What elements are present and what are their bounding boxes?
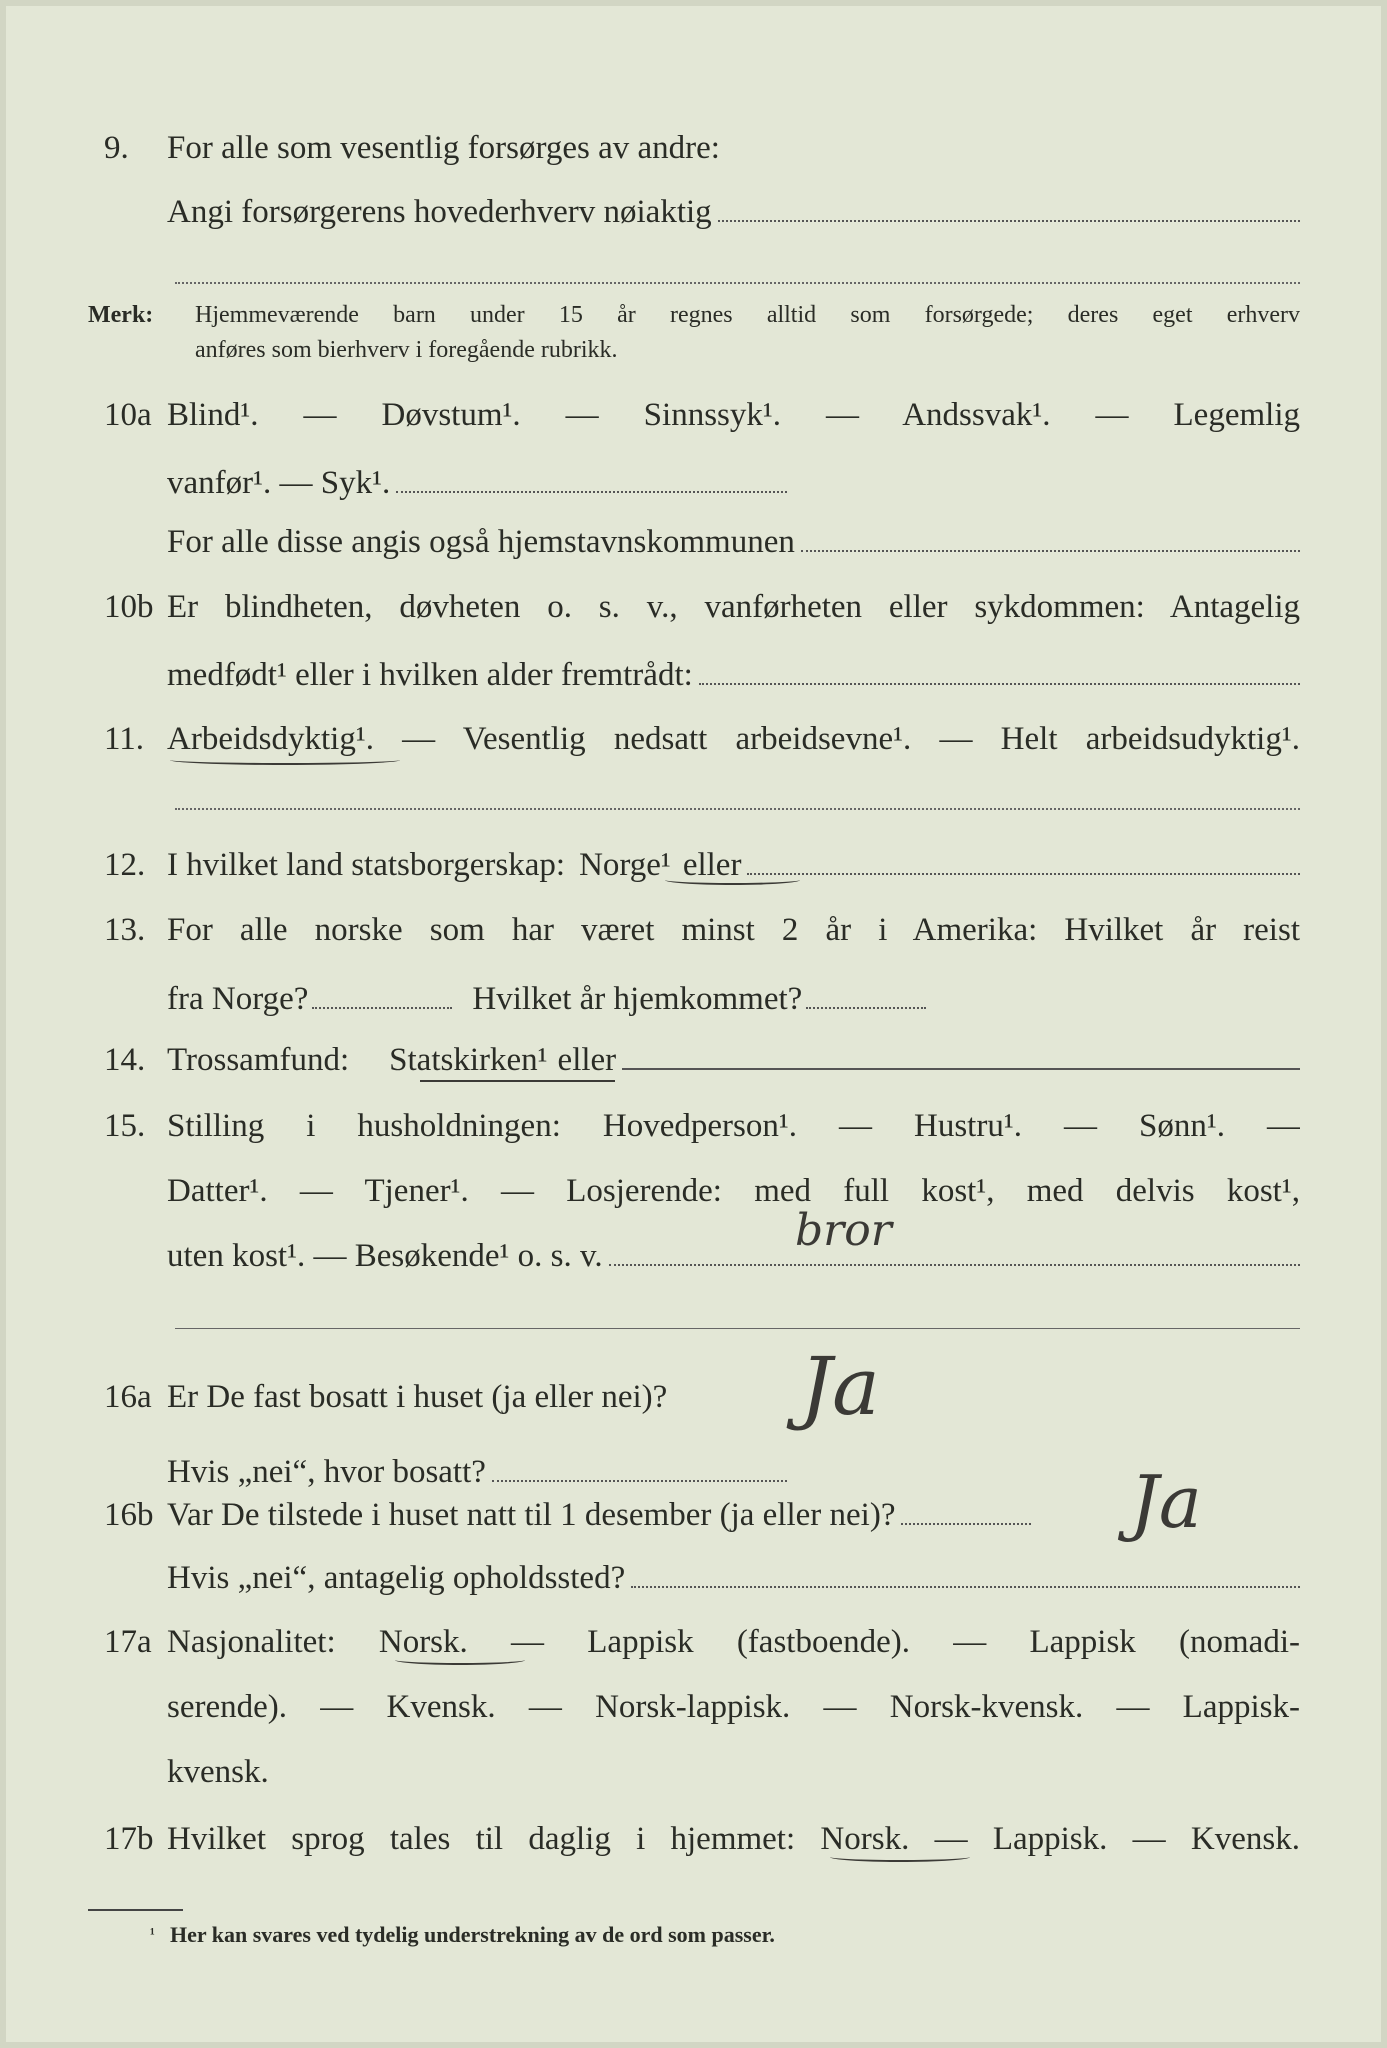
q10b-answer-field[interactable] — [699, 653, 1300, 685]
q16a-bosatt-field[interactable] — [492, 1450, 787, 1482]
q16a-text1: Er De fast bosatt i huset (ja eller nei)? — [167, 1379, 668, 1415]
q10b-line1 — [0, 585, 1387, 629]
q9-line1 — [0, 126, 1387, 170]
q16a-handwritten-answer: Ja — [800, 1340, 880, 1433]
q10a-line1 — [0, 393, 1387, 437]
q16b-number: 16b — [104, 1497, 154, 1533]
q14-answer-field[interactable] — [622, 1038, 1300, 1070]
q16a-line1 — [0, 1375, 1387, 1419]
q15-answer-field[interactable] — [609, 1234, 1300, 1266]
q11-text: Arbeidsdyktig¹. — Vesentlig nedsatt arbeidsevne¹. — Helt arbeidsudyktig¹. — [167, 721, 1300, 757]
underline-norsk-sprog — [830, 1852, 970, 1862]
q17b-text: Hvilket sprog tales til daglig i hjemmet: Norsk. — Lappisk. — Kvensk. — [167, 1821, 1300, 1857]
q17a-line2 — [0, 1685, 1387, 1729]
q10b-text2: medfødt¹ eller i hvilken alder fremtrådt: — [167, 657, 693, 693]
merk-label: Merk: — [88, 302, 154, 328]
q16a-text2: Hvis „nei“, hvor bosatt? — [167, 1454, 486, 1490]
q9-text: For alle som vesentlig forsørges av andre: — [167, 130, 720, 166]
q15-number: 15. — [104, 1108, 146, 1144]
q13-hjemkommet-field[interactable] — [806, 977, 926, 1009]
q17b-number: 17b — [104, 1821, 154, 1857]
q16b-opholdssted-field[interactable] — [631, 1556, 1300, 1588]
q10a-number: 10a — [104, 397, 152, 433]
q14-option-statskirken[interactable]: Statskirken¹ — [389, 1042, 548, 1078]
q15-text2: Datter¹. — Tjener¹. — Losjerende: med full kost¹, med delvis kost¹, — [167, 1173, 1300, 1209]
q15-line2 — [0, 1169, 1387, 1213]
q16b-handwritten-answer: Ja — [1130, 1460, 1202, 1544]
q14-number: 14. — [104, 1042, 146, 1078]
q10a-text1: Blind¹. — Døvstum¹. — Sinnssyk¹. — Andssvak¹. — Legemlig — [167, 397, 1300, 433]
dotted-rule — [175, 282, 1300, 284]
q13-text1: For alle norske som har været minst 2 år i Amerika: Hvilket år reist — [167, 912, 1300, 948]
q12-question: I hvilket land statsborgerskap: — [167, 847, 566, 883]
q9-line2 — [0, 190, 1387, 234]
q17a-number: 17a — [104, 1624, 152, 1660]
q10a-line2 — [0, 461, 1387, 505]
q16b-text2: Hvis „nei“, antagelig opholdssted? — [167, 1560, 626, 1596]
q13-reist-field[interactable] — [312, 977, 452, 1009]
q12-number: 12. — [104, 847, 146, 883]
q13-number: 13. — [104, 912, 146, 948]
dotted-rule — [175, 808, 1300, 810]
q14-tail: eller — [557, 1042, 617, 1078]
q10b-text1: Er blindheten, døvheten o. s. v., vanførheten eller sykdommen: Antagelig — [167, 589, 1300, 625]
q12-answer-field[interactable] — [747, 843, 1300, 875]
q10a-text2: vanfør¹. — Syk¹. — [167, 465, 391, 501]
underline-norsk — [395, 1655, 525, 1665]
q10a-line3 — [0, 520, 1387, 564]
q16a-number: 16a — [104, 1379, 152, 1415]
q14-line — [0, 1038, 1387, 1082]
q13-line2 — [0, 977, 1387, 1021]
q16b-line2 — [0, 1556, 1387, 1600]
merk-text1: Hjemmeværende barn under 15 år regnes alltid som forsørgede; deres eget erhverv — [195, 302, 1300, 328]
merk-text2: anføres som bierhverv i foregående rubrikk. — [195, 337, 618, 363]
footnote-mark: ¹ — [150, 1926, 155, 1943]
q17a-text1: Nasjonalitet: Norsk. — Lappisk (fastboende). — Lappisk (nomadi- — [167, 1624, 1300, 1660]
q16b-text1: Var De tilstede i huset natt til 1 desember (ja eller nei)? — [167, 1497, 896, 1533]
footnote-rule — [88, 1909, 183, 1911]
q10b-line2 — [0, 653, 1387, 697]
q10a-answer-field[interactable] — [396, 461, 787, 493]
q9-text2: Angi forsørgerens hovederhverv nøiaktig — [167, 194, 712, 230]
q9-answer-field[interactable] — [718, 190, 1300, 222]
q14-text: Trossamfund: — [167, 1042, 350, 1078]
q15-line1 — [0, 1104, 1387, 1148]
q13-line1 — [0, 908, 1387, 952]
underline-statskirken — [420, 1072, 615, 1082]
rule — [175, 1328, 1300, 1329]
q17a-line1 — [0, 1620, 1387, 1664]
q12-option-norge[interactable]: Norge¹ — [579, 847, 671, 883]
q17a-text2: serende). — Kvensk. — Norsk-lappisk. — Norsk-kvensk. — Lappisk- — [167, 1689, 1300, 1725]
q17a-text3: kvensk. — [167, 1754, 269, 1790]
underline-arbeidsdyktig — [170, 755, 400, 765]
q9-number: 9. — [104, 130, 129, 166]
q17b-line — [0, 1817, 1387, 1861]
q10a-kommune-field[interactable] — [801, 520, 1300, 552]
q12-tail: eller — [682, 847, 742, 883]
q13-text-b: Hvilket år hjemkommet? — [472, 981, 803, 1017]
q17a-line3 — [0, 1750, 1387, 1794]
q16b-answer-field[interactable] — [901, 1493, 1031, 1525]
q15-handwritten-answer: bror — [795, 1205, 892, 1256]
q15-text3: uten kost¹. — Besøkende¹ o. s. v. — [167, 1238, 603, 1274]
q10a-text3: For alle disse angis også hjemstavnskommunen — [167, 524, 795, 560]
q13-text-a: fra Norge? — [167, 981, 309, 1017]
q15-text1: Stilling i husholdningen: Hovedperson¹. — Hustru¹. — Sønn¹. — — [167, 1108, 1300, 1144]
q11-number: 11. — [104, 721, 145, 757]
q15-line3 — [0, 1234, 1387, 1278]
underline-norge — [665, 875, 800, 885]
footnote-text: Her kan svares ved tydelig understrekning av de ord som passer. — [170, 1922, 775, 1947]
q10b-number: 10b — [104, 589, 154, 625]
